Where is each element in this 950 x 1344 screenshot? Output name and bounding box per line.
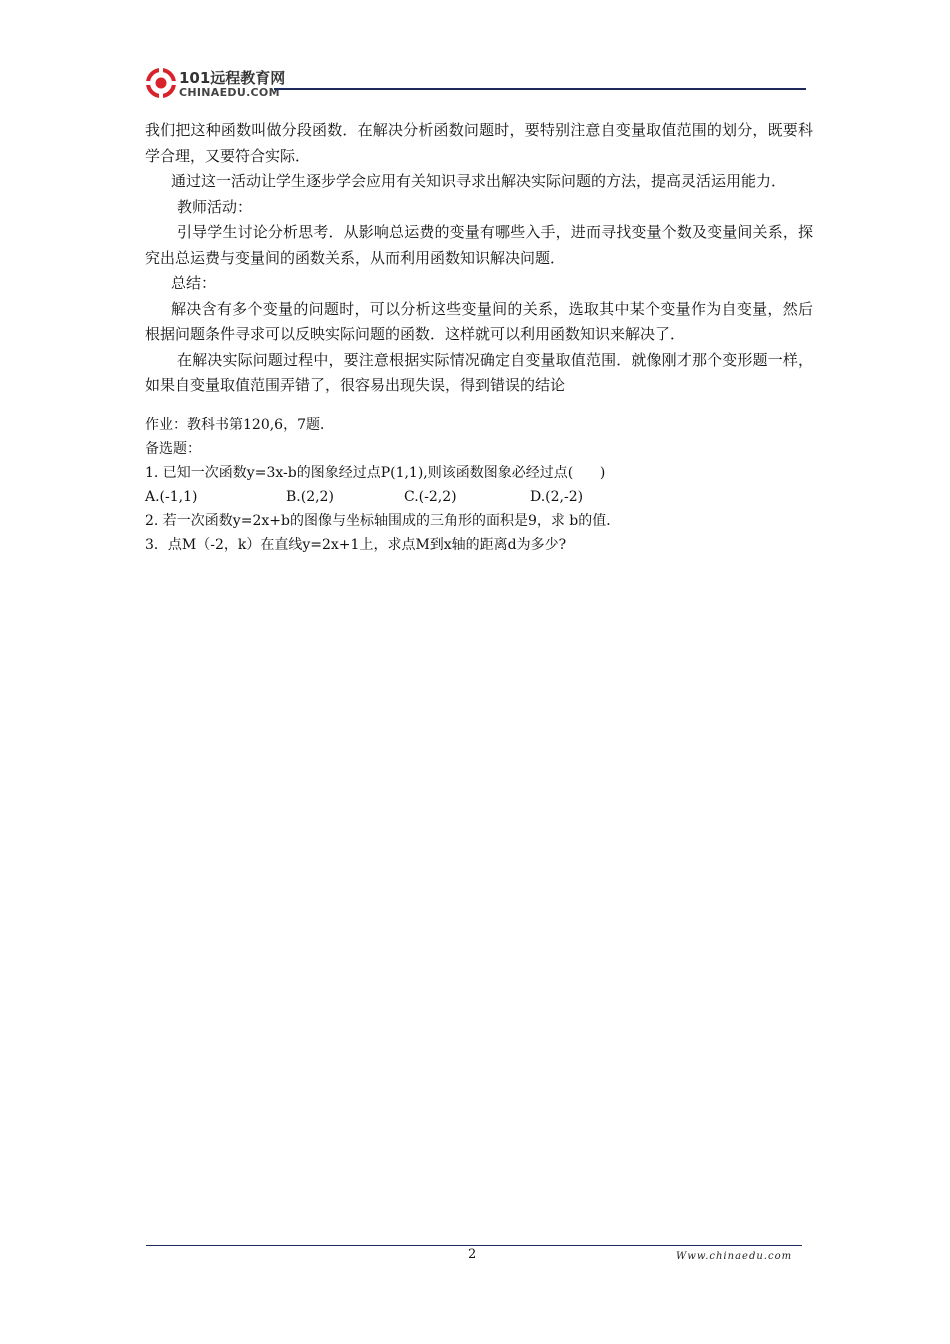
choice-c: C.(-2,2) [404,488,457,505]
logo-title: 101远程教育网 [179,69,286,87]
paragraph-activity: 通过这一活动让学生逐步学会应用有关知识寻求出解决实际问题的方法，提高灵活运用能力． [171,172,787,190]
choice-d: D.(2,-2) [530,488,584,505]
paragraph-summary: 解决含有多个变量的问题时，可以分析这些变量间的关系，选取其中某个变量作为自变量，然后根据问题条件寻求可以反映实际问题的函数．这样就可以利用函数知识来解决了． [145,299,813,343]
heading-summary: 总结： [171,274,217,292]
logo-subtitle: CHINAEDU.COM [179,86,280,99]
backup-questions-title: 备选题： [145,440,201,457]
paragraph-range-note: 在解决实际问题过程中，要注意根据实际情况确定自变量取值范围．就像刚才那个变形题一样，如果自变量取值范围弄错了，很容易出现失误，得到错误的结论 [145,350,813,394]
footer-url: Www.chinaedu.com [676,1251,793,1262]
chinaedu-logo-icon [146,68,176,98]
page-number: 2 [468,1247,477,1262]
choice-b: B.(2,2) [286,488,334,505]
footer-divider [146,1245,802,1246]
question-3: 3．点M（-2，k）在直线y=2x+1上，求点M到x轴的距离d为多少? [145,536,567,553]
page-header [146,64,806,108]
document-body [145,118,813,557]
choice-a: A.(-1,1) [145,488,198,505]
header-divider [274,88,806,90]
spacer [145,399,813,413]
heading-teacher-activity: 教师活动： [177,197,253,216]
homework-line: 作业：教科书第120,6，7题． [145,416,334,433]
paragraph-guidance: 引导学生讨论分析思考．从影响总运费的变量有哪些入手，进而寻找变量个数及变量间关系，探究出总运费与变量间的函数关系，从而利用函数知识解决问题． [145,223,813,267]
question-2: 2. 若一次函数y=2x+b的图像与坐标轴围成的三角形的面积是9，求 b的值． [145,512,621,529]
paragraph-piecewise: 我们把这种函数叫做分段函数．在解决分析函数问题时，要特别注意自变量取值范围的划分，既要科学合理，又要符合实际． [145,121,813,165]
question-1: 1. 已知一次函数y=3x-b的图象经过点P(1,1),则该函数图象必经过点( ) [145,464,606,481]
question-1-choices [145,485,813,509]
